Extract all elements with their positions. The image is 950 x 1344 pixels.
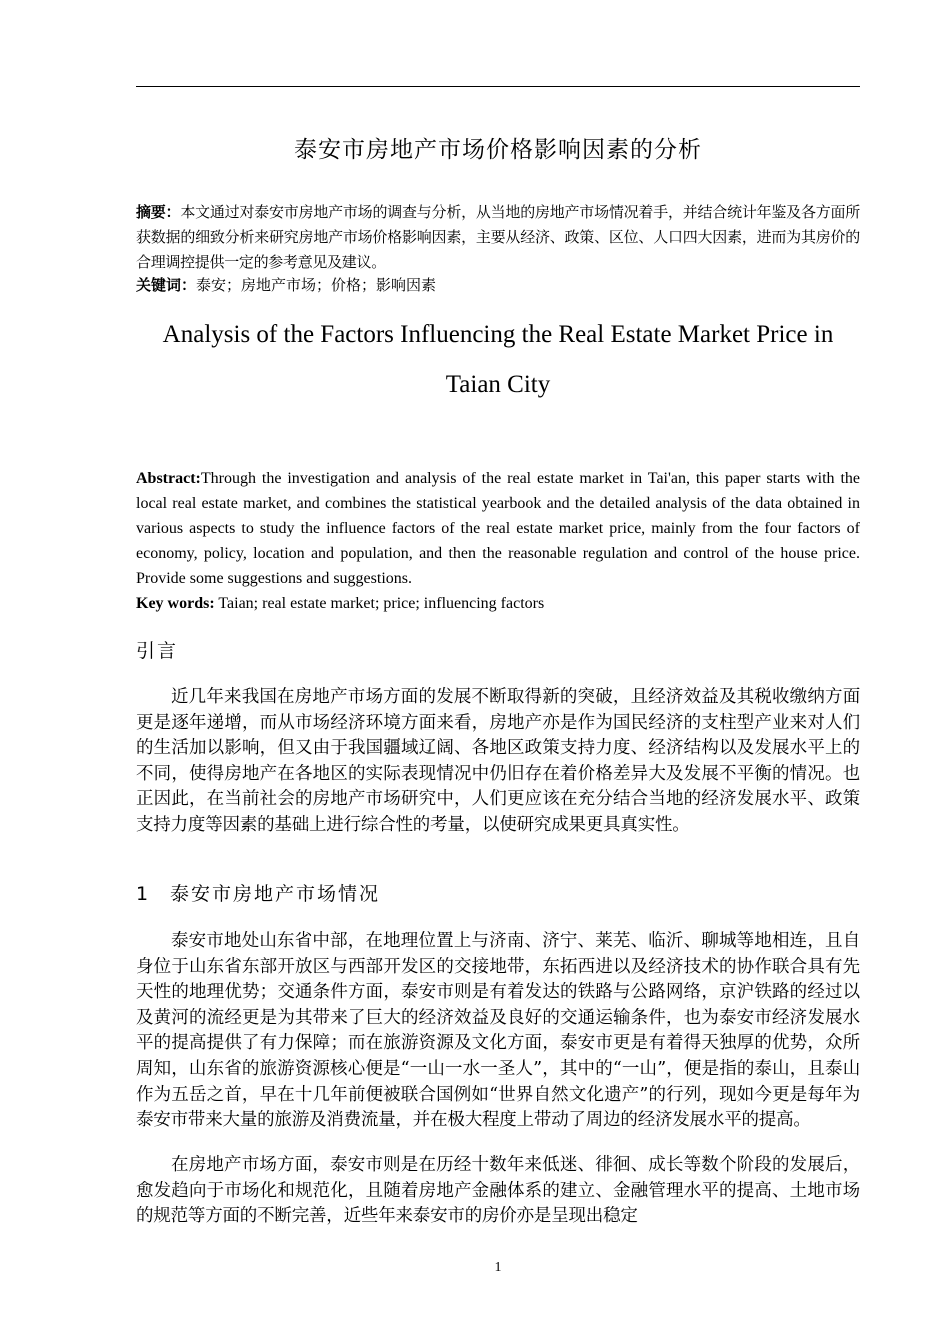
section-heading-text: 泰安市房地产市场情况 xyxy=(170,883,381,905)
chinese-title: 泰安市房地产市场价格影响因素的分析 xyxy=(294,137,702,163)
english-abstract xyxy=(136,466,860,591)
section-heading-1 xyxy=(136,880,860,908)
chinese-abstract xyxy=(136,200,860,275)
english-abstract-label: Abstract: xyxy=(136,470,201,487)
chinese-keywords-text: 泰安；房地产市场；价格；影响因素 xyxy=(196,276,437,294)
english-keywords-text: Taian; real estate market; price; influencing factors xyxy=(214,595,545,612)
chinese-keywords xyxy=(136,273,860,298)
header-rule xyxy=(136,86,860,87)
chinese-abstract-text: 本文通过对泰安市房地产市场的调查与分析，从当地的房地产市场情况着手，并结合统计年鉴及各方面所获数据的细致分析来研究房地产市场价格影响因素，主要从经济、政策、区位、人口四大因素，进而为其房价的合理调控提供一定的参考意见及建议。 xyxy=(136,203,860,271)
section1-paragraph-2: 在房地产市场方面，泰安市则是在历经十数年来低迷、徘徊、成长等数个阶段的发展后，愈发趋向于市场化和规范化，且随着房地产金融体系的建立、金融管理水平的提高、土地市场的规范等方面的不断完善，近些年来泰安市的房价亦是呈现出稳定 xyxy=(136,1155,860,1227)
section-number: 1 xyxy=(136,883,151,905)
chinese-abstract-label: 摘要： xyxy=(136,203,181,221)
page-number: 1 xyxy=(494,1260,502,1275)
section-heading-intro: 引言 xyxy=(136,640,179,662)
intro-paragraph: 近几年来我国在房地产市场方面的发展不断取得新的突破，且经济效益及其税收缴纳方面更是逐年递增，而从市场经济环境方面来看，房地产亦是作为国民经济的支柱型产业来对人们的生活加以影响，但又由于我国疆域辽阔、各地区政策支持力度、经济结构以及发展水平上的不同，使得房地产在各地区的实际表现情况中仍旧存在着价格差异大及发展不平衡的情况。也正因此，在当前社会的房地产市场研究中，人们更应该在充分结合当地的经济发展水平、政策支持力度等因素的基础上进行综合性的考量，以使研究成果更具真实性。 xyxy=(136,687,860,835)
chinese-keywords-label: 关键词： xyxy=(136,276,197,294)
english-title: Analysis of the Factors Influencing the Real Estate Market Price in Taian City xyxy=(162,321,834,398)
english-abstract-text: Through the investigation and analysis of the real estate market in Tai'an, this paper starts with the local real estate market, and combines the statistical yearbook and the detailed analysis of the data obtained in various aspects to study the influence factors of the real estate market price, mainly from the four factors of economy, policy, location and population, and then the reasonable regulation and control of the house price. Provide some suggestions and suggestions. xyxy=(136,470,860,587)
section1-paragraph-1: 泰安市地处山东省中部，在地理位置上与济南、济宁、莱芜、临沂、聊城等地相连，且自身位于山东省东部开放区与西部开发区的交接地带，东拓西进以及经济技术的协作联合具有先天性的地理优势；交通条件方面，泰安市则是有着发达的铁路与公路网络，京沪铁路的经过以及黄河的流经更是为其带来了巨大的经济效益及良好的交通运输条件，也为泰安市经济发展水平的提高提供了有力保障；而在旅游资源及文化方面，泰安市更是有着得天独厚的优势，众所周知，山东省的旅游资源核心便是“一山一水一圣人”，其中的“一山”，便是指的泰山，且泰山作为五岳之首，早在十几年前便被联合国例如“世界自然文化遗产”的行列，现如今更是每年为泰安市带来大量的旅游及消费流量，并在极大程度上带动了周边的经济发展水平的提高。 xyxy=(136,931,860,1131)
english-keywords-label: Key words: xyxy=(136,595,215,612)
english-keywords xyxy=(136,591,860,616)
